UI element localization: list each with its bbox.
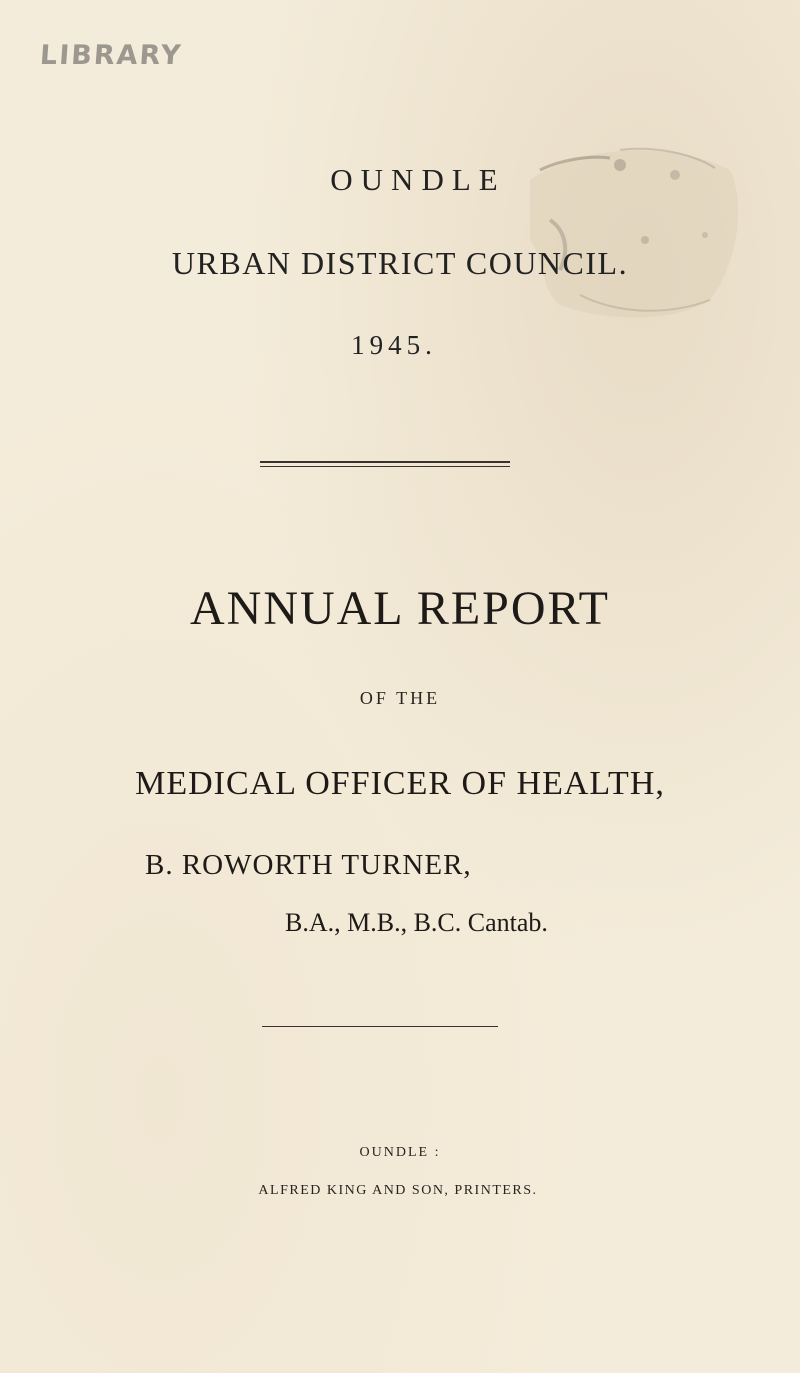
report-subject: MEDICAL OFFICER OF HEALTH,: [135, 765, 665, 802]
library-stamp: LIBRARY: [38, 40, 184, 71]
town-name: OUNDLE: [330, 162, 506, 197]
author-name: B. ROWORTH TURNER,: [145, 849, 472, 881]
imprint-place: OUNDLE :: [359, 1145, 441, 1160]
single-rule-divider: [262, 1026, 498, 1027]
report-title: ANNUAL REPORT: [189, 582, 610, 635]
double-rule-divider: [260, 461, 510, 467]
council-name: URBAN DISTRICT COUNCIL.: [171, 245, 629, 281]
author-qualifications: B.A., M.B., B.C. Cantab.: [285, 908, 548, 937]
imprint-printer: ALFRED KING AND SON, PRINTERS.: [258, 1183, 538, 1198]
report-year: 1945.: [351, 330, 437, 360]
title-connector: OF THE: [359, 688, 441, 708]
